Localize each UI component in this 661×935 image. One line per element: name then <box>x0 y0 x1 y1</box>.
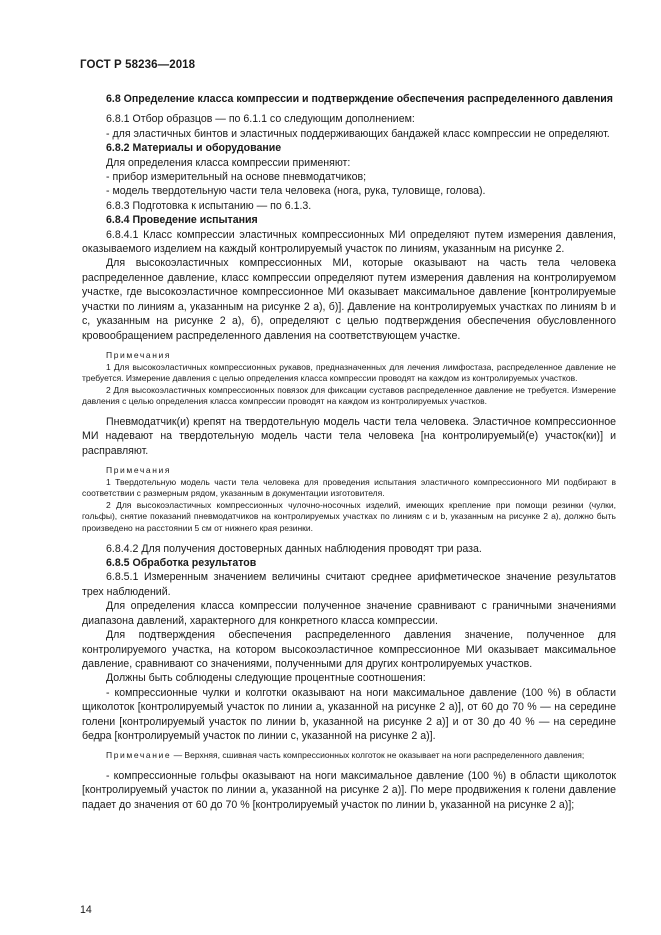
paragraph-6-8-5-1: 6.8.5.1 Измеренным значением величины считают среднее арифметическое значение результатов трех наблюдений. <box>82 571 616 598</box>
notes-label-2: Примечания <box>106 465 172 476</box>
note-3-label: Примечание <box>106 750 172 761</box>
paragraph-6-8-2-intro: Для определения класса компрессии применяют: <box>106 156 351 169</box>
list-item-stockings: - компрессионные чулки и колготки оказывают на ноги максимальное давление (100 %) в области щиколоток [контролируемый участок по линии a, указанной на рисунке 2 а)], от 60 до 70 % — на середине голени [контролируемый участок по линии b, указанной на рисунке 2 а)] и от 30 до 40 % — на середине бедра [контролируемый участок по линии c, указанной на рисунке 2 а)]. <box>82 686 616 742</box>
section-6-8-2-title: 6.8.2 Материалы и оборудование <box>106 142 282 155</box>
section-6-8-title: 6.8 Определение класса компрессии и подтверждение обеспечения распределенного давления <box>106 93 613 105</box>
list-item-6-8-1: - для эластичных бинтов и эластичных поддерживающих бандажей класс компрессии не определяют. <box>106 127 610 140</box>
note-3 <box>82 750 616 762</box>
paragraph-6-8-3: 6.8.3 Подготовка к испытанию — по 6.1.3. <box>106 199 312 212</box>
paragraph-6-8-5-1-c: Для подтверждения обеспечения распределенного давления значение, полученное для контролируемого участка, на котором высокоэластичное компрессионное МИ оказывает максимальное давление, сравнивают со значениями, полученными для других контролируемых участков. <box>82 629 616 670</box>
note-2-2: 2 Для высокоэластичных компрессионных чулочно-носочных изделий, имеющих крепление при помощи резинки (чулки, гольфы), снятие показаний пневмодатчиков на контролируемых участках по линиям c и b, указанным на рисунке 2 а), должно быть произведено на расстоянии 5 см от нижнего края резинки. <box>82 499 616 534</box>
document-body <box>82 92 616 812</box>
list-item-6-8-2-2: - модель твердотельную части тела человека (нога, рука, туловище, голова). <box>106 185 486 198</box>
notes-block-2 <box>82 465 616 535</box>
notes-block-3 <box>82 750 616 762</box>
note-2-1: 1 Твердотельную модель части тела человека для проведения испытания эластичного компрессионного МИ подбирают в соответствии с размерным рядом, указанным в документации изготовителя. <box>82 476 616 499</box>
list-item-golfs: - компрессионные гольфы оказывают на ноги максимальное давление (100 %) в области щиколоток [контролируемый участок по линии a, указанной на рисунке 2 а)]. По мере продвижения к голени давление падает до значения от 60 до 70 % [контролируемый участок по линии b, указанной на рисунке 2 а)]; <box>82 769 616 811</box>
page-number: 14 <box>80 904 92 916</box>
paragraph-6-8-4-2: 6.8.4.2 Для получения достоверных данных наблюдения проводят три раза. <box>106 542 482 555</box>
paragraph-6-8-5-1-b: Для определения класса компрессии полученное значение сравнивают с граничными значениями диапазона давлений, характерного для конкретного класса компрессии. <box>82 600 616 627</box>
document-code: ГОСТ Р 58236—2018 <box>80 59 196 71</box>
note-1-1: 1 Для высокоэластичных компрессионных рукавов, предназначенных для лечения лимфостаза, распределенное давление не требуется. Измерение давления с целью определения класса компрессии проводят на каждом из контролируемых участков. <box>82 361 616 384</box>
section-6-8-4-title: 6.8.4 Проведение испытания <box>106 214 258 227</box>
notes-block-1 <box>82 350 616 408</box>
paragraph-6-8-5-1-d: Должны быть соблюдены следующие процентные соотношения: <box>106 672 426 685</box>
section-6-8-5-title: 6.8.5 Обработка результатов <box>106 557 257 570</box>
paragraph-6-8-4-1-b: Для высокоэластичных компрессионных МИ, которые оказывают на часть тела человека распределенное давление, класс компрессии определяют путем измерения давления на контролируемом участке, где высокоэластичное компрессионное МИ оказывает максимальное давление [контролируемые участки по линиям a, указанным на рисунке 2 а), б)]. Давление на контролируемых участках по линиям b и c, указанным на рисунке 2 а), б), определяют с целью подтверждения обеспечения обусловленного кровообращением распределенного давления на соответствующем участке. <box>82 257 616 342</box>
paragraph-6-8-1: 6.8.1 Отбор образцов — по 6.1.1 со следующим дополнением: <box>106 113 415 126</box>
paragraph-6-8-4-1: 6.8.4.1 Класс компрессии эластичных компрессионных МИ определяют путем измерения давления, оказываемого изделием на каждый контролируемый участок по линиям, указанным на рисунке 2. <box>82 228 616 256</box>
list-item-6-8-2-1: - прибор измерительный на основе пневмодатчиков; <box>106 171 367 184</box>
notes-label-1: Примечания <box>106 349 172 360</box>
note-3-text: — Верхняя, сшивная часть компрессионных колготок не оказывает на ноги распределенного давления; <box>171 750 585 761</box>
note-1-2: 2 Для высокоэластичных компрессионных повязок для фиксации суставов распределенное давление не требуется. Измерение давления с целью определения класса компрессии проводят на каждом из контролируемых участков. <box>82 384 616 407</box>
paragraph-pneumo: Пневмодатчик(и) крепят на твердотельную модель части тела человека. Эластичное компрессионное МИ надевают на твердотельную модель части тела человека [на контролируемый(е) участок(ки)] и расправляют. <box>82 415 616 457</box>
